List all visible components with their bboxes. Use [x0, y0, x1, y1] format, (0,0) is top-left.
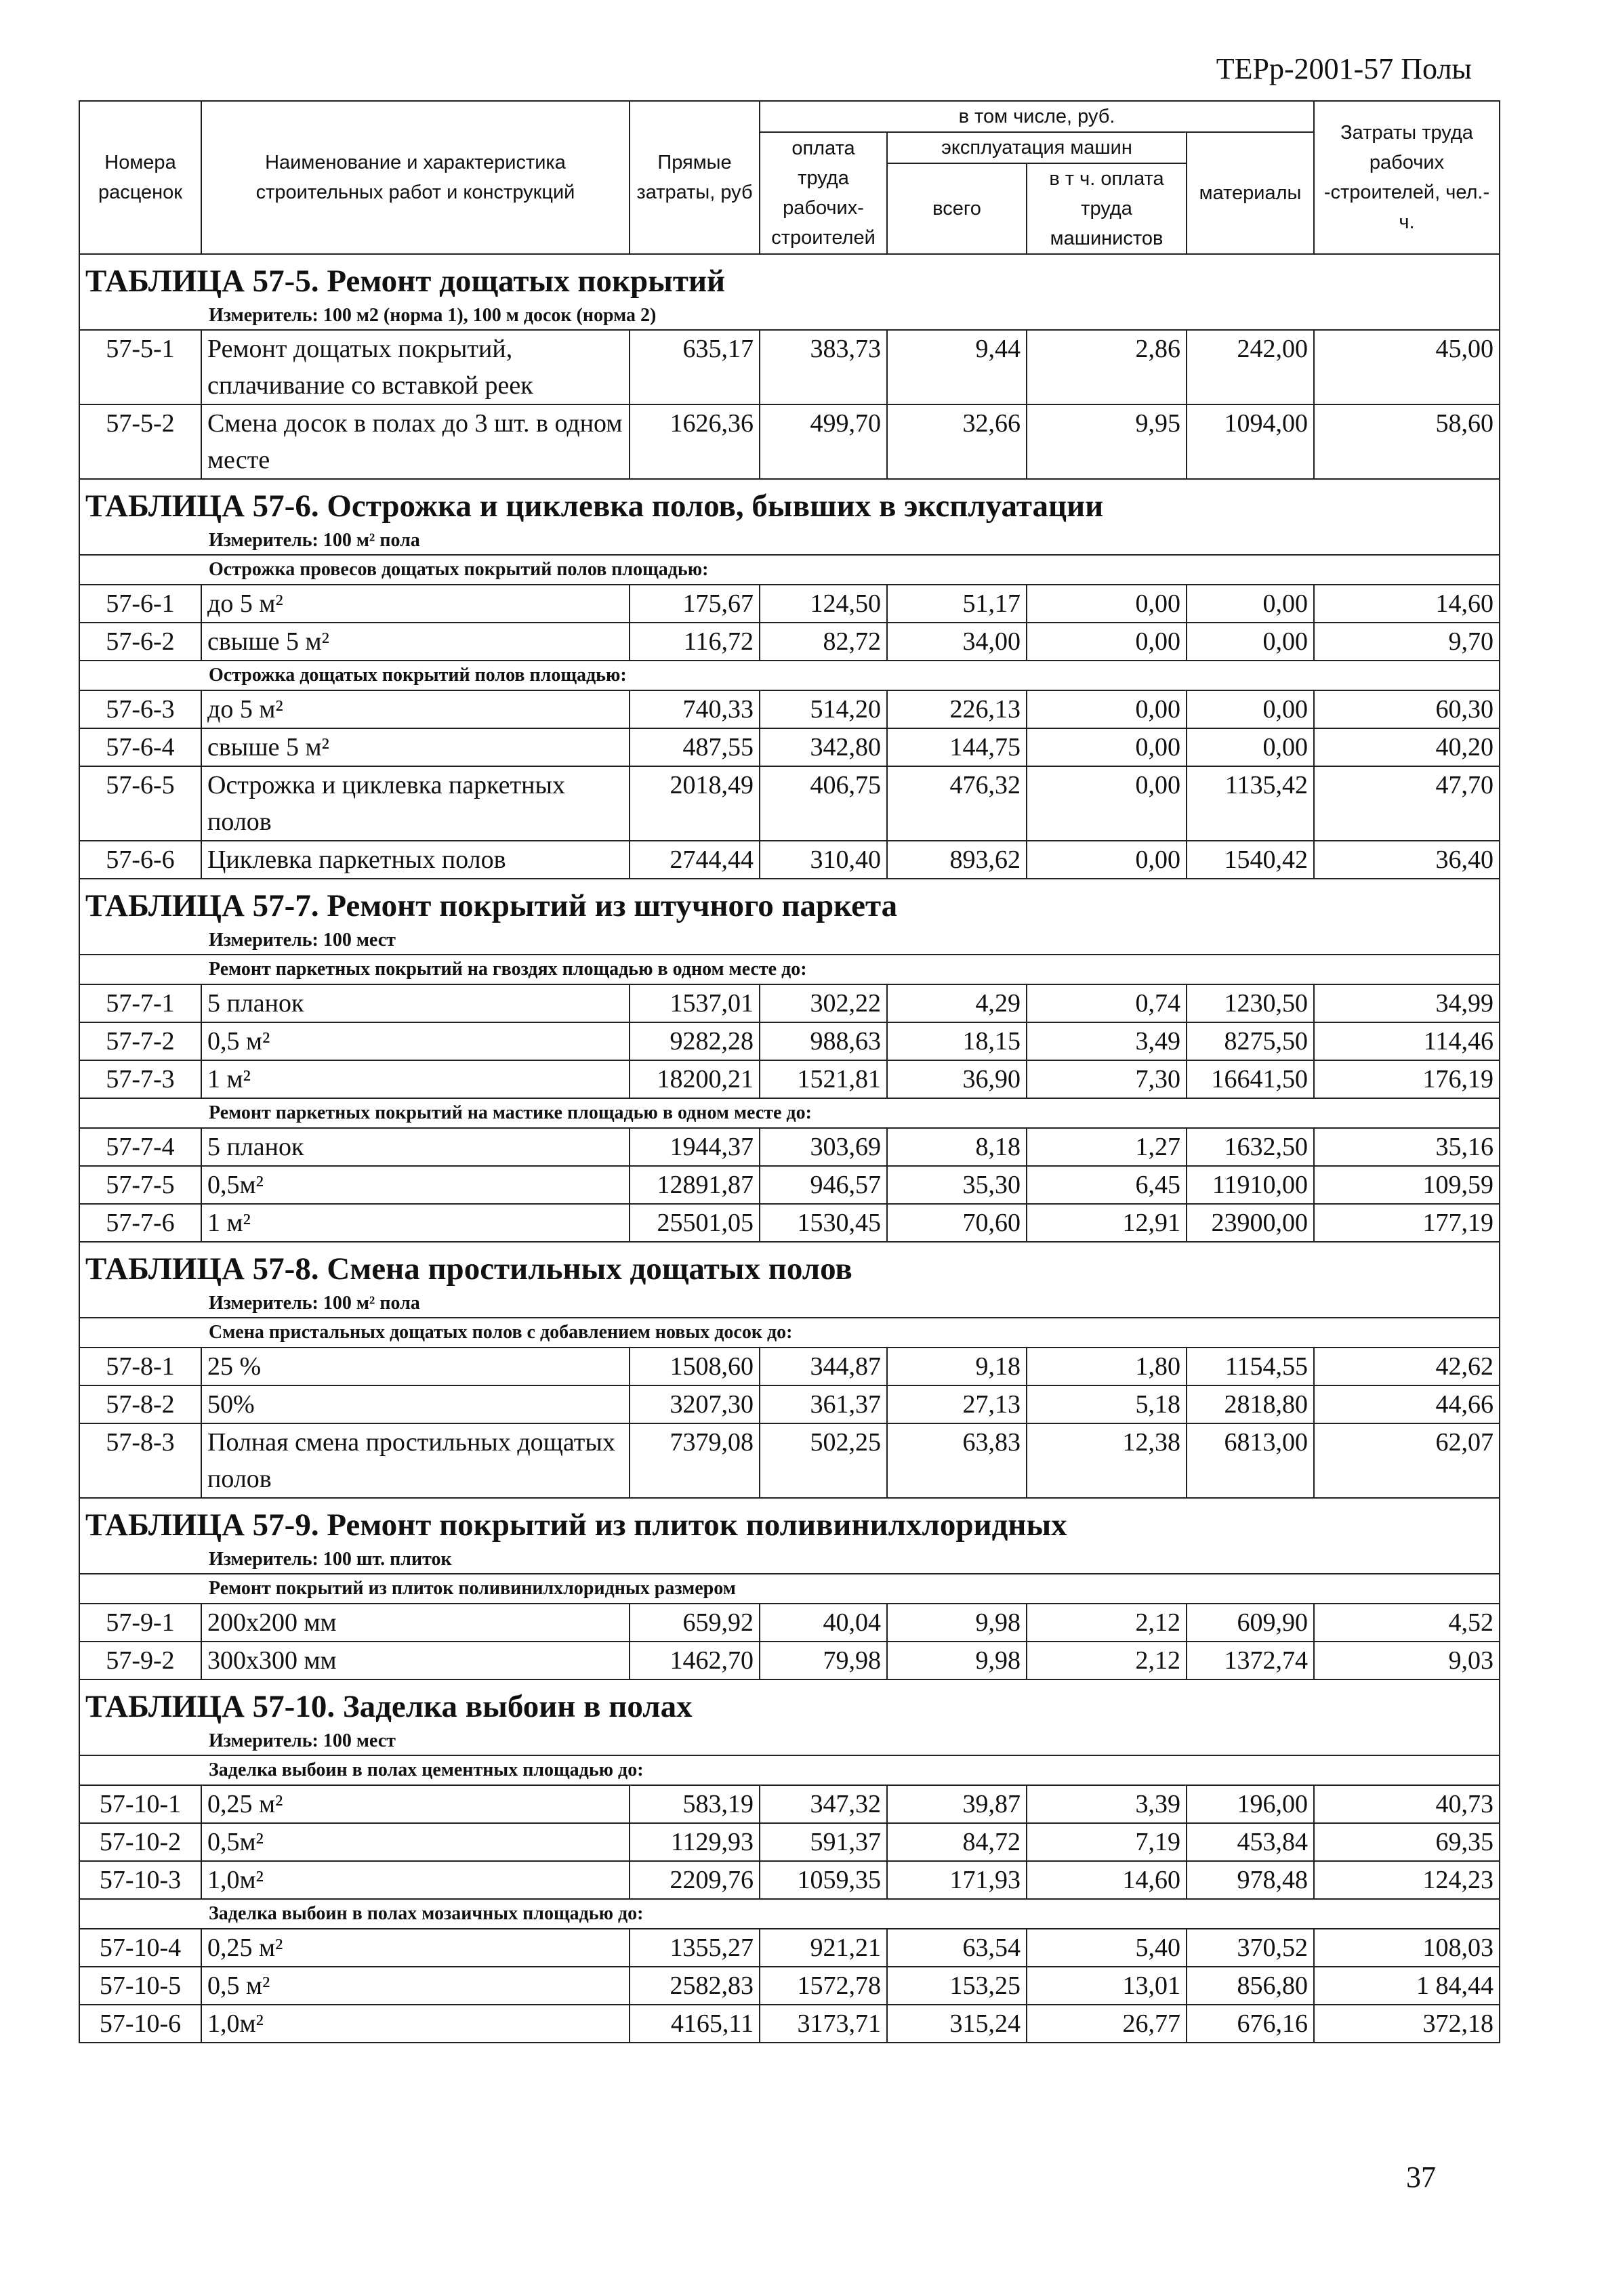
value-direct: 659,92: [630, 1604, 760, 1642]
table-row: [79, 1823, 1500, 1861]
value-direct: 635,17: [630, 330, 760, 404]
rate-code: 57-8-3: [79, 1423, 201, 1498]
value-mach-wage: 1,80: [1027, 1348, 1187, 1385]
value-direct: 2582,83: [630, 1967, 760, 2005]
rate-code: 57-5-1: [79, 330, 201, 404]
col-header-name: Наименование и характеристика строительных работ и конструкций: [201, 101, 630, 254]
rate-code: 57-9-2: [79, 1642, 201, 1679]
rate-code: 57-7-6: [79, 1204, 201, 1242]
value-wage: 946,57: [760, 1166, 887, 1204]
value-labor: 9,70: [1314, 623, 1500, 661]
value-materials: 0,00: [1187, 585, 1314, 623]
value-mach-wage: 9,95: [1027, 404, 1187, 479]
value-mach: 70,60: [887, 1204, 1027, 1242]
value-wage: 1572,78: [760, 1967, 887, 2005]
col-header-materials: материалы: [1187, 132, 1314, 254]
work-name: 1 м²: [201, 1204, 630, 1242]
work-name: 0,25 м²: [201, 1929, 630, 1967]
table-row: [79, 1967, 1500, 2005]
value-labor: 36,40: [1314, 841, 1500, 879]
value-labor: 176,19: [1314, 1060, 1500, 1098]
value-labor: 40,73: [1314, 1785, 1500, 1823]
value-direct: 18200,21: [630, 1060, 760, 1098]
table-row: [79, 1423, 1500, 1498]
value-materials: 0,00: [1187, 690, 1314, 728]
work-name: 300x300 мм: [201, 1642, 630, 1679]
value-wage: 303,69: [760, 1128, 887, 1166]
value-materials: 16641,50: [1187, 1060, 1314, 1098]
value-materials: 0,00: [1187, 623, 1314, 661]
work-name: 5 планок: [201, 984, 630, 1022]
value-mach: 171,93: [887, 1861, 1027, 1899]
col-header-wage: оплата труда рабочих-строителей: [760, 132, 887, 254]
table-row: [79, 1604, 1500, 1642]
rate-code: 57-10-5: [79, 1967, 201, 2005]
value-mach-wage: 26,77: [1027, 2005, 1187, 2043]
value-direct: 2209,76: [630, 1861, 760, 1899]
value-wage: 988,63: [760, 1022, 887, 1060]
rate-code: 57-6-4: [79, 728, 201, 766]
value-direct: 1944,37: [630, 1128, 760, 1166]
table-row: [79, 1166, 1500, 1204]
value-mach: 36,90: [887, 1060, 1027, 1098]
value-materials: 1230,50: [1187, 984, 1314, 1022]
value-direct: 2018,49: [630, 766, 760, 841]
value-mach: 84,72: [887, 1823, 1027, 1861]
value-labor: 35,16: [1314, 1128, 1500, 1166]
work-name: 0,5 м²: [201, 1022, 630, 1060]
value-mach-wage: 7,19: [1027, 1823, 1187, 1861]
section-measure: Измеритель: 100 мест: [79, 927, 1500, 955]
value-direct: 116,72: [630, 623, 760, 661]
table-row: [79, 984, 1500, 1022]
value-materials: 1540,42: [1187, 841, 1314, 879]
table-row: [79, 1204, 1500, 1242]
value-wage: 499,70: [760, 404, 887, 479]
value-materials: 453,84: [1187, 1823, 1314, 1861]
group-subtitle: Острожка провесов дощатых покрытий полов площадью:: [79, 555, 1500, 585]
value-direct: 1355,27: [630, 1929, 760, 1967]
rate-code: 57-8-2: [79, 1385, 201, 1423]
work-name: 0,5 м²: [201, 1967, 630, 2005]
table-row: [79, 585, 1500, 623]
rate-code: 57-8-1: [79, 1348, 201, 1385]
value-labor: 34,99: [1314, 984, 1500, 1022]
rate-code: 57-10-1: [79, 1785, 201, 1823]
value-mach-wage: 5,18: [1027, 1385, 1187, 1423]
table-row: [79, 404, 1500, 479]
page-number: 37: [1406, 2161, 1436, 2194]
rate-code: 57-6-3: [79, 690, 201, 728]
work-name: 0,5м²: [201, 1166, 630, 1204]
value-mach-wage: 0,00: [1027, 728, 1187, 766]
value-direct: 1508,60: [630, 1348, 760, 1385]
rate-code: 57-6-5: [79, 766, 201, 841]
table-row: [79, 1128, 1500, 1166]
value-mach: 9,98: [887, 1642, 1027, 1679]
value-mach: 63,83: [887, 1423, 1027, 1498]
value-wage: 124,50: [760, 585, 887, 623]
value-mach-wage: 0,00: [1027, 841, 1187, 879]
value-wage: 1530,45: [760, 1204, 887, 1242]
value-mach-wage: 0,74: [1027, 984, 1187, 1022]
value-wage: 383,73: [760, 330, 887, 404]
group-subtitle: Острожка дощатых покрытий полов площадью:: [79, 661, 1500, 690]
value-labor: 42,62: [1314, 1348, 1500, 1385]
value-direct: 487,55: [630, 728, 760, 766]
value-direct: 1537,01: [630, 984, 760, 1022]
value-direct: 1462,70: [630, 1642, 760, 1679]
value-materials: 11910,00: [1187, 1166, 1314, 1204]
value-direct: 740,33: [630, 690, 760, 728]
section-title: ТАБЛИЦА 57-6. Острожка и циклевка полов, бывших в эксплуатации: [79, 479, 1500, 527]
value-wage: 1059,35: [760, 1861, 887, 1899]
table-header: [79, 101, 1500, 254]
rate-code: 57-7-2: [79, 1022, 201, 1060]
value-labor: 108,03: [1314, 1929, 1500, 1967]
col-header-incl: в том числе, руб.: [760, 101, 1314, 132]
rate-code: 57-7-4: [79, 1128, 201, 1166]
value-direct: 9282,28: [630, 1022, 760, 1060]
value-direct: 2744,44: [630, 841, 760, 879]
value-direct: 25501,05: [630, 1204, 760, 1242]
value-mach-wage: 1,27: [1027, 1128, 1187, 1166]
value-direct: 175,67: [630, 585, 760, 623]
value-materials: 1094,00: [1187, 404, 1314, 479]
work-name: 1,0м²: [201, 1861, 630, 1899]
col-header-direct: Прямые затраты, руб: [630, 101, 760, 254]
value-wage: 310,40: [760, 841, 887, 879]
work-name: Циклевка паркетных полов: [201, 841, 630, 879]
value-mach: 39,87: [887, 1785, 1027, 1823]
group-subtitle: Заделка выбоин в полах цементных площадью до:: [79, 1755, 1500, 1785]
section-title: ТАБЛИЦА 57-10. Заделка выбоин в полах: [79, 1679, 1500, 1728]
value-mach: 8,18: [887, 1128, 1027, 1166]
col-header-mach-wage: в т ч. оплата труда машинистов: [1027, 163, 1187, 254]
value-labor: 1 84,44: [1314, 1967, 1500, 2005]
value-materials: 23900,00: [1187, 1204, 1314, 1242]
value-labor: 62,07: [1314, 1423, 1500, 1498]
work-name: до 5 м²: [201, 690, 630, 728]
table-row: [79, 1385, 1500, 1423]
value-labor: 40,20: [1314, 728, 1500, 766]
value-mach: 315,24: [887, 2005, 1027, 2043]
work-name: 25 %: [201, 1348, 630, 1385]
value-labor: 14,60: [1314, 585, 1500, 623]
value-materials: 2818,80: [1187, 1385, 1314, 1423]
value-direct: 1129,93: [630, 1823, 760, 1861]
rate-code: 57-6-6: [79, 841, 201, 879]
value-wage: 347,32: [760, 1785, 887, 1823]
work-name: 5 планок: [201, 1128, 630, 1166]
col-header-mach-total: всего: [887, 163, 1027, 254]
value-mach: 51,17: [887, 585, 1027, 623]
table-row: [79, 623, 1500, 661]
value-labor: 9,03: [1314, 1642, 1500, 1679]
value-wage: 342,80: [760, 728, 887, 766]
value-mach: 32,66: [887, 404, 1027, 479]
value-materials: 856,80: [1187, 1967, 1314, 2005]
value-materials: 609,90: [1187, 1604, 1314, 1642]
value-labor: 60,30: [1314, 690, 1500, 728]
section-measure: Измеритель: 100 шт. плиток: [79, 1546, 1500, 1574]
rate-code: 57-10-6: [79, 2005, 201, 2043]
value-wage: 79,98: [760, 1642, 887, 1679]
table-row: [79, 1022, 1500, 1060]
value-direct: 1626,36: [630, 404, 760, 479]
value-materials: 1135,42: [1187, 766, 1314, 841]
value-labor: 372,18: [1314, 2005, 1500, 2043]
value-materials: 242,00: [1187, 330, 1314, 404]
rate-code: 57-10-3: [79, 1861, 201, 1899]
rate-code: 57-7-1: [79, 984, 201, 1022]
value-mach-wage: 2,86: [1027, 330, 1187, 404]
table-row: [79, 1785, 1500, 1823]
value-labor: 4,52: [1314, 1604, 1500, 1642]
value-mach-wage: 14,60: [1027, 1861, 1187, 1899]
work-name: Ремонт дощатых покрытий, сплачивание со вставкой реек: [201, 330, 630, 404]
work-name: до 5 м²: [201, 585, 630, 623]
value-mach-wage: 0,00: [1027, 623, 1187, 661]
value-mach: 35,30: [887, 1166, 1027, 1204]
section-title: ТАБЛИЦА 57-9. Ремонт покрытий из плиток поливинилхлоридных: [79, 1498, 1500, 1546]
table-row: [79, 2005, 1500, 2043]
value-mach: 893,62: [887, 841, 1027, 879]
work-name: 200x200 мм: [201, 1604, 630, 1642]
value-labor: 124,23: [1314, 1861, 1500, 1899]
section-title: ТАБЛИЦА 57-7. Ремонт покрытий из штучного паркета: [79, 879, 1500, 927]
section-measure: Измеритель: 100 м² пола: [79, 527, 1500, 555]
value-wage: 302,22: [760, 984, 887, 1022]
value-mach-wage: 12,38: [1027, 1423, 1187, 1498]
rate-code: 57-10-2: [79, 1823, 201, 1861]
value-mach-wage: 2,12: [1027, 1642, 1187, 1679]
value-materials: 6813,00: [1187, 1423, 1314, 1498]
work-name: Острожка и циклевка паркетных полов: [201, 766, 630, 841]
value-mach: 9,44: [887, 330, 1027, 404]
value-wage: 3173,71: [760, 2005, 887, 2043]
value-direct: 583,19: [630, 1785, 760, 1823]
work-name: Смена досок в полах до 3 шт. в одном месте: [201, 404, 630, 479]
value-mach-wage: 0,00: [1027, 766, 1187, 841]
price-table: [79, 100, 1500, 2043]
section-measure: Измеритель: 100 м2 (норма 1), 100 м досок (норма 2): [79, 302, 1500, 330]
table-body: [79, 254, 1500, 2043]
value-labor: 58,60: [1314, 404, 1500, 479]
rate-code: 57-7-5: [79, 1166, 201, 1204]
section-measure: Измеритель: 100 м² пола: [79, 1290, 1500, 1318]
section-title: ТАБЛИЦА 57-8. Смена простильных дощатых полов: [79, 1242, 1500, 1290]
table-row: [79, 766, 1500, 841]
value-mach-wage: 3,39: [1027, 1785, 1187, 1823]
work-name: 1,0м²: [201, 2005, 630, 2043]
value-labor: 44,66: [1314, 1385, 1500, 1423]
value-labor: 114,46: [1314, 1022, 1500, 1060]
value-labor: 45,00: [1314, 330, 1500, 404]
rate-code: 57-9-1: [79, 1604, 201, 1642]
table-row: [79, 728, 1500, 766]
value-direct: 4165,11: [630, 2005, 760, 2043]
value-materials: 8275,50: [1187, 1022, 1314, 1060]
rate-code: 57-5-2: [79, 404, 201, 479]
value-materials: 1154,55: [1187, 1348, 1314, 1385]
value-labor: 177,19: [1314, 1204, 1500, 1242]
value-mach: 9,98: [887, 1604, 1027, 1642]
value-mach: 27,13: [887, 1385, 1027, 1423]
section-measure: Измеритель: 100 мест: [79, 1728, 1500, 1755]
value-materials: 0,00: [1187, 728, 1314, 766]
value-mach: 226,13: [887, 690, 1027, 728]
value-wage: 514,20: [760, 690, 887, 728]
value-wage: 591,37: [760, 1823, 887, 1861]
value-mach-wage: 6,45: [1027, 1166, 1187, 1204]
group-subtitle: Заделка выбоин в полах мозаичных площадью до:: [79, 1899, 1500, 1929]
table-row: [79, 1642, 1500, 1679]
value-mach: 144,75: [887, 728, 1027, 766]
value-wage: 1521,81: [760, 1060, 887, 1098]
rate-code: 57-6-2: [79, 623, 201, 661]
work-name: 0,25 м²: [201, 1785, 630, 1823]
value-materials: 370,52: [1187, 1929, 1314, 1967]
group-subtitle: Ремонт паркетных покрытий на мастике площадью в одном месте до:: [79, 1098, 1500, 1128]
table-row: [79, 1060, 1500, 1098]
value-mach: 18,15: [887, 1022, 1027, 1060]
value-labor: 109,59: [1314, 1166, 1500, 1204]
work-name: свыше 5 м²: [201, 623, 630, 661]
rate-code: 57-6-1: [79, 585, 201, 623]
value-wage: 361,37: [760, 1385, 887, 1423]
value-wage: 921,21: [760, 1929, 887, 1967]
value-mach-wage: 0,00: [1027, 690, 1187, 728]
value-labor: 69,35: [1314, 1823, 1500, 1861]
value-materials: 978,48: [1187, 1861, 1314, 1899]
work-name: 1 м²: [201, 1060, 630, 1098]
value-wage: 344,87: [760, 1348, 887, 1385]
table-row: [79, 330, 1500, 404]
rate-code: 57-10-4: [79, 1929, 201, 1967]
value-wage: 40,04: [760, 1604, 887, 1642]
value-mach-wage: 0,00: [1027, 585, 1187, 623]
table-row: [79, 841, 1500, 879]
table-row: [79, 1929, 1500, 1967]
col-header-mach: эксплуатация машин: [887, 132, 1187, 163]
value-materials: 1632,50: [1187, 1128, 1314, 1166]
value-wage: 406,75: [760, 766, 887, 841]
table-row: [79, 1348, 1500, 1385]
value-direct: 3207,30: [630, 1385, 760, 1423]
work-name: свыше 5 м²: [201, 728, 630, 766]
work-name: Полная смена простильных дощатых полов: [201, 1423, 630, 1498]
value-materials: 1372,74: [1187, 1642, 1314, 1679]
value-mach: 4,29: [887, 984, 1027, 1022]
value-mach: 63,54: [887, 1929, 1027, 1967]
rate-code: 57-7-3: [79, 1060, 201, 1098]
table-row: [79, 1861, 1500, 1899]
value-materials: 676,16: [1187, 2005, 1314, 2043]
value-mach-wage: 13,01: [1027, 1967, 1187, 2005]
table-row: [79, 690, 1500, 728]
value-direct: 7379,08: [630, 1423, 760, 1498]
value-materials: 196,00: [1187, 1785, 1314, 1823]
value-mach-wage: 3,49: [1027, 1022, 1187, 1060]
value-mach-wage: 5,40: [1027, 1929, 1187, 1967]
col-header-num: Номера расценок: [79, 101, 201, 254]
col-header-labor: Затраты труда рабочих -строителей, чел.-ч.: [1314, 101, 1500, 254]
group-subtitle: Ремонт покрытий из плиток поливинилхлоридных размером: [79, 1574, 1500, 1604]
section-title: ТАБЛИЦА 57-5. Ремонт дощатых покрытий: [79, 254, 1500, 302]
group-subtitle: Смена пристальных дощатых полов с добавлением новых досок до:: [79, 1318, 1500, 1348]
value-wage: 82,72: [760, 623, 887, 661]
page-header: ТЕРр-2001-57 Полы: [1216, 52, 1472, 85]
group-subtitle: Ремонт паркетных покрытий на гвоздях площадью в одном месте до:: [79, 955, 1500, 984]
value-mach: 34,00: [887, 623, 1027, 661]
work-name: 50%: [201, 1385, 630, 1423]
value-labor: 47,70: [1314, 766, 1500, 841]
value-mach: 476,32: [887, 766, 1027, 841]
value-mach-wage: 12,91: [1027, 1204, 1187, 1242]
value-mach: 9,18: [887, 1348, 1027, 1385]
value-wage: 502,25: [760, 1423, 887, 1498]
value-mach-wage: 7,30: [1027, 1060, 1187, 1098]
value-mach-wage: 2,12: [1027, 1604, 1187, 1642]
value-mach: 153,25: [887, 1967, 1027, 2005]
work-name: 0,5м²: [201, 1823, 630, 1861]
value-direct: 12891,87: [630, 1166, 760, 1204]
